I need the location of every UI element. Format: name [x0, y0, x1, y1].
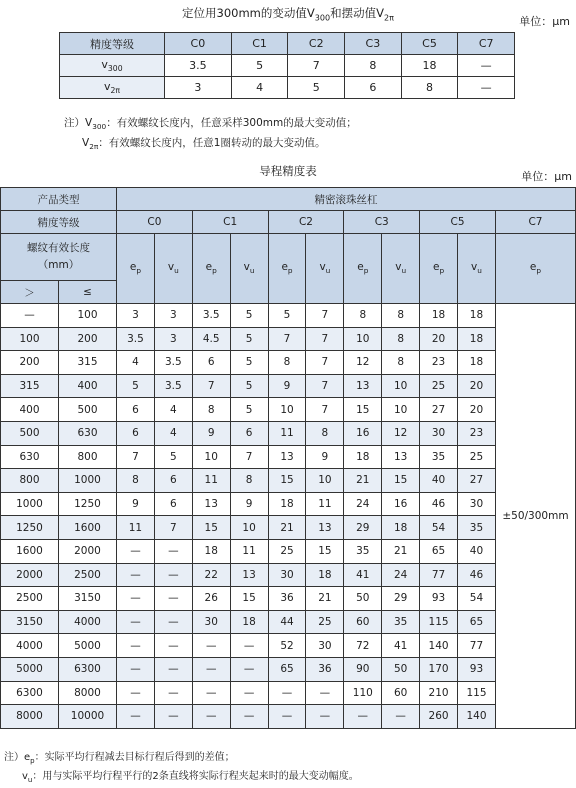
length-cell: 500	[1, 421, 59, 445]
value-cell: 13	[230, 563, 268, 587]
value-cell: 54	[420, 516, 458, 540]
value-cell: 65	[420, 539, 458, 563]
value-cell: 13	[268, 445, 306, 469]
grade-c0: C0	[165, 33, 232, 55]
value-cell: 10	[230, 516, 268, 540]
length-cell: 8000	[1, 705, 59, 729]
length-cell: 8000	[59, 681, 117, 705]
ep-header: $e_p$	[495, 234, 575, 304]
value-cell: 9	[268, 374, 306, 398]
vu-header: $v_u$	[382, 234, 420, 304]
value-cell: 5	[230, 304, 268, 328]
value-cell: 7	[192, 374, 230, 398]
value-cell: —	[117, 563, 155, 587]
value-cell: 5	[230, 351, 268, 375]
length-cell: 630	[1, 445, 59, 469]
table-row	[1, 374, 576, 398]
value-cell: 10	[192, 445, 230, 469]
length-cell: 2000	[59, 539, 117, 563]
unit-label-1: 单位：μm	[519, 15, 570, 28]
value-cell: 16	[382, 492, 420, 516]
cell: 3	[165, 77, 232, 99]
gt-header: ＞	[1, 281, 59, 304]
ep-header: $e_p$	[344, 234, 382, 304]
table-row	[1, 327, 576, 351]
value-cell: 22	[192, 563, 230, 587]
value-cell: 18	[344, 445, 382, 469]
length-cell: 400	[59, 374, 117, 398]
vu-header: $v_u$	[458, 234, 496, 304]
value-cell: 50	[344, 587, 382, 611]
c7-value-cell: ±50/300mm	[495, 304, 575, 729]
value-cell: 25	[458, 445, 496, 469]
value-cell: 35	[344, 539, 382, 563]
value-cell: 4.5	[192, 327, 230, 351]
value-cell: 18	[382, 516, 420, 540]
value-cell: 25	[268, 539, 306, 563]
value-cell: 77	[420, 563, 458, 587]
value-cell: 11	[268, 421, 306, 445]
length-cell: 1000	[59, 469, 117, 493]
value-cell: 7	[306, 304, 344, 328]
value-cell: —	[344, 705, 382, 729]
cell: 3.5	[165, 55, 232, 77]
table-row	[1, 398, 576, 422]
vu-header: $v_u$	[154, 234, 192, 304]
value-cell: 8	[382, 304, 420, 328]
value-cell: —	[268, 681, 306, 705]
value-cell: —	[230, 705, 268, 729]
value-cell: 72	[344, 634, 382, 658]
value-cell: —	[192, 705, 230, 729]
value-cell: 60	[382, 681, 420, 705]
row-label-v2pi: $v_{2\pi}$	[60, 77, 165, 99]
value-cell: 5	[117, 374, 155, 398]
table-row	[1, 681, 576, 705]
value-cell: 46	[420, 492, 458, 516]
value-cell: 10	[268, 398, 306, 422]
length-cell: —	[1, 304, 59, 328]
ep-header: $e_p$	[268, 234, 306, 304]
value-cell: —	[117, 634, 155, 658]
value-cell: —	[230, 681, 268, 705]
value-cell: 77	[458, 634, 496, 658]
value-cell: 65	[458, 610, 496, 634]
value-cell: 4	[154, 398, 192, 422]
value-cell: 260	[420, 705, 458, 729]
value-cell: 9	[306, 445, 344, 469]
grade-c0: C0	[117, 211, 193, 234]
value-cell: 21	[268, 516, 306, 540]
vu-header: $v_u$	[306, 234, 344, 304]
value-cell: —	[154, 681, 192, 705]
grade-c1: C1	[231, 33, 288, 55]
value-cell: 90	[344, 657, 382, 681]
value-cell: 7	[306, 327, 344, 351]
value-cell: 30	[420, 421, 458, 445]
value-cell: 29	[382, 587, 420, 611]
value-cell: 36	[268, 587, 306, 611]
value-cell: —	[117, 705, 155, 729]
table-row	[1, 539, 576, 563]
value-cell: 8	[344, 304, 382, 328]
value-cell: 7	[268, 327, 306, 351]
value-cell: 8	[268, 351, 306, 375]
length-cell: 800	[1, 469, 59, 493]
length-cell: 630	[59, 421, 117, 445]
value-cell: 4	[154, 421, 192, 445]
value-cell: —	[306, 681, 344, 705]
value-cell: 3	[154, 327, 192, 351]
length-cell: 4000	[1, 634, 59, 658]
ep-header: $e_p$	[420, 234, 458, 304]
length-cell: 3150	[59, 587, 117, 611]
value-cell: 5	[230, 398, 268, 422]
vu-header: $v_u$	[230, 234, 268, 304]
value-cell: 24	[344, 492, 382, 516]
value-cell: —	[230, 657, 268, 681]
grade-c3: C3	[345, 33, 402, 55]
row-label-v300: $v_{300}$	[60, 55, 165, 77]
length-cell: 200	[1, 351, 59, 375]
value-cell: 15	[192, 516, 230, 540]
value-cell: 18	[306, 563, 344, 587]
table-row	[1, 705, 576, 729]
value-cell: 3.5	[117, 327, 155, 351]
value-cell: 13	[192, 492, 230, 516]
lead-accuracy-title: 导程精度表	[259, 164, 317, 178]
length-cell: 1600	[59, 516, 117, 540]
value-cell: 7	[306, 351, 344, 375]
length-cell: 315	[1, 374, 59, 398]
length-cell: 1600	[1, 539, 59, 563]
value-cell: 15	[306, 539, 344, 563]
length-cell: 100	[59, 304, 117, 328]
value-cell: 7	[306, 398, 344, 422]
grade-header: 精度等级	[1, 211, 117, 234]
cell: 7	[288, 55, 345, 77]
value-cell: —	[306, 705, 344, 729]
value-cell: —	[154, 587, 192, 611]
value-cell: 60	[344, 610, 382, 634]
value-cell: 8	[117, 469, 155, 493]
value-cell: 8	[306, 421, 344, 445]
value-cell: 93	[420, 587, 458, 611]
length-cell: 800	[59, 445, 117, 469]
le-header: ≤	[59, 281, 117, 304]
value-cell: 6	[154, 492, 192, 516]
value-cell: —	[154, 563, 192, 587]
cell: 6	[345, 77, 402, 99]
value-cell: 13	[344, 374, 382, 398]
value-cell: 36	[306, 657, 344, 681]
length-cell: 2500	[1, 587, 59, 611]
value-cell: 30	[268, 563, 306, 587]
value-cell: 44	[268, 610, 306, 634]
table-row	[1, 492, 576, 516]
product-type-header: 产品类型	[1, 188, 117, 211]
value-cell: —	[382, 705, 420, 729]
value-cell: —	[192, 681, 230, 705]
value-cell: 54	[458, 587, 496, 611]
ep-header: $e_p$	[192, 234, 230, 304]
value-cell: 13	[306, 516, 344, 540]
length-cell: 400	[1, 398, 59, 422]
value-cell: 18	[268, 492, 306, 516]
cell: —	[458, 77, 515, 99]
value-cell: 18	[420, 304, 458, 328]
value-cell: 5	[230, 374, 268, 398]
value-cell: 21	[344, 469, 382, 493]
value-cell: 20	[420, 327, 458, 351]
value-cell: 8	[192, 398, 230, 422]
length-cell: 2500	[59, 563, 117, 587]
cell: 8	[401, 77, 458, 99]
value-cell: 20	[458, 374, 496, 398]
table-row	[1, 610, 576, 634]
note-1-line-2: $V_{2\pi}$：有效螺纹长度内，任意1圈转动的最大变动值。	[82, 137, 326, 152]
value-cell: 18	[458, 327, 496, 351]
value-cell: 8	[382, 327, 420, 351]
grade-c7: C7	[495, 211, 575, 234]
value-cell: 41	[382, 634, 420, 658]
value-cell: 7	[230, 445, 268, 469]
value-cell: —	[117, 657, 155, 681]
value-cell: 35	[382, 610, 420, 634]
value-cell: 170	[420, 657, 458, 681]
length-header: 螺纹有效长度 （mm）	[1, 234, 117, 281]
value-cell: 27	[420, 398, 458, 422]
value-cell: —	[117, 587, 155, 611]
value-cell: 3.5	[154, 374, 192, 398]
value-cell: 12	[382, 421, 420, 445]
note-1	[64, 115, 357, 155]
length-cell: 2000	[1, 563, 59, 587]
value-cell: 115	[458, 681, 496, 705]
length-cell: 6300	[59, 657, 117, 681]
ep-header: $e_p$	[117, 234, 155, 304]
value-cell: 24	[382, 563, 420, 587]
value-cell: —	[154, 705, 192, 729]
value-cell: 8	[230, 469, 268, 493]
cell: 18	[401, 55, 458, 77]
value-cell: 3	[154, 304, 192, 328]
grade-header: 精度等级	[60, 33, 165, 55]
value-cell: —	[154, 610, 192, 634]
grade-c5: C5	[420, 211, 496, 234]
length-cell: 100	[1, 327, 59, 351]
length-cell: 500	[59, 398, 117, 422]
table-row	[1, 469, 576, 493]
value-cell: 115	[420, 610, 458, 634]
grade-c3: C3	[344, 211, 420, 234]
value-cell: 16	[344, 421, 382, 445]
product-name: 精密滚珠丝杠	[117, 188, 576, 211]
table-row	[1, 587, 576, 611]
note-2-line-2: $v_u$：用与实际平均行程平行的2条直线将实际行程夹起来时的最大变动幅度。	[22, 771, 359, 784]
cell: —	[458, 55, 515, 77]
cell: 8	[345, 55, 402, 77]
table-row	[1, 563, 576, 587]
cell: 4	[231, 77, 288, 99]
value-cell: 3.5	[192, 304, 230, 328]
grade-c2: C2	[288, 33, 345, 55]
table-row	[1, 634, 576, 658]
value-cell: 10	[382, 398, 420, 422]
length-cell: 10000	[59, 705, 117, 729]
value-cell: 5	[154, 445, 192, 469]
value-cell: 21	[382, 539, 420, 563]
note-2	[4, 750, 359, 788]
value-cell: 6	[117, 421, 155, 445]
value-cell: 6	[192, 351, 230, 375]
grade-c2: C2	[268, 211, 344, 234]
value-cell: 18	[458, 351, 496, 375]
value-cell: 6	[117, 398, 155, 422]
value-cell: 8	[382, 351, 420, 375]
value-cell: 46	[458, 563, 496, 587]
value-cell: 10	[306, 469, 344, 493]
value-cell: 41	[344, 563, 382, 587]
value-cell: 3.5	[154, 351, 192, 375]
value-cell: 11	[230, 539, 268, 563]
length-cell: 3150	[1, 610, 59, 634]
value-cell: 25	[306, 610, 344, 634]
value-cell: 5	[230, 327, 268, 351]
value-cell: —	[117, 681, 155, 705]
cell: 5	[231, 55, 288, 77]
length-cell: 1250	[1, 516, 59, 540]
value-cell: 25	[420, 374, 458, 398]
length-cell: 5000	[1, 657, 59, 681]
value-cell: —	[117, 610, 155, 634]
table-row	[1, 304, 576, 328]
value-cell: —	[192, 634, 230, 658]
unit-label-2: 单位：μm	[521, 170, 572, 183]
table-row	[1, 445, 576, 469]
value-cell: 9	[117, 492, 155, 516]
length-cell: 6300	[1, 681, 59, 705]
note-1-line-1: 注）$V_{300}$：有效螺纹长度内，任意采样300mm的最大变动值；	[64, 117, 357, 132]
table-row	[1, 657, 576, 681]
value-cell: 7	[306, 374, 344, 398]
lead-accuracy-table	[0, 187, 576, 729]
value-cell: 23	[420, 351, 458, 375]
value-cell: 20	[458, 398, 496, 422]
value-cell: 35	[458, 516, 496, 540]
value-cell: —	[192, 657, 230, 681]
positioning-title: 定位用300mm的变动值$V_{300}$和摆动值$V_{2\pi}$	[182, 6, 394, 23]
value-cell: 9	[230, 492, 268, 516]
value-cell: 52	[268, 634, 306, 658]
value-cell: 11	[192, 469, 230, 493]
table-row	[1, 351, 576, 375]
value-cell: 15	[230, 587, 268, 611]
value-cell: —	[117, 539, 155, 563]
value-cell: 140	[420, 634, 458, 658]
value-cell: 18	[458, 304, 496, 328]
value-cell: 93	[458, 657, 496, 681]
value-cell: 12	[344, 351, 382, 375]
value-cell: —	[230, 634, 268, 658]
value-cell: 4	[117, 351, 155, 375]
value-cell: 10	[382, 374, 420, 398]
value-cell: 40	[458, 539, 496, 563]
value-cell: 11	[306, 492, 344, 516]
value-cell: 26	[192, 587, 230, 611]
value-cell: 10	[344, 327, 382, 351]
length-cell: 1250	[59, 492, 117, 516]
value-cell: 140	[458, 705, 496, 729]
value-cell: 15	[344, 398, 382, 422]
value-cell: 15	[268, 469, 306, 493]
value-cell: 15	[382, 469, 420, 493]
length-cell: 5000	[59, 634, 117, 658]
value-cell: 35	[420, 445, 458, 469]
value-cell: 18	[230, 610, 268, 634]
value-cell: 30	[458, 492, 496, 516]
cell: 5	[288, 77, 345, 99]
length-cell: 315	[59, 351, 117, 375]
value-cell: 13	[382, 445, 420, 469]
value-cell: 27	[458, 469, 496, 493]
length-cell: 200	[59, 327, 117, 351]
value-cell: —	[268, 705, 306, 729]
note-2-line-1: 注）$e_p$：实际平均行程减去目标行程后得到的差值；	[4, 752, 235, 765]
value-cell: 6	[230, 421, 268, 445]
value-cell: 6	[154, 469, 192, 493]
value-cell: 30	[192, 610, 230, 634]
value-cell: 9	[192, 421, 230, 445]
value-cell: 210	[420, 681, 458, 705]
value-cell: 40	[420, 469, 458, 493]
grade-c1: C1	[192, 211, 268, 234]
value-cell: 65	[268, 657, 306, 681]
value-cell: —	[154, 657, 192, 681]
value-cell: 7	[117, 445, 155, 469]
length-cell: 1000	[1, 492, 59, 516]
table-row	[1, 516, 576, 540]
value-cell: 30	[306, 634, 344, 658]
table-row	[1, 421, 576, 445]
value-cell: 50	[382, 657, 420, 681]
value-cell: 5	[268, 304, 306, 328]
variation-table	[59, 32, 515, 99]
grade-c7: C7	[458, 33, 515, 55]
grade-c5: C5	[401, 33, 458, 55]
value-cell: 18	[192, 539, 230, 563]
value-cell: 23	[458, 421, 496, 445]
value-cell: 110	[344, 681, 382, 705]
value-cell: —	[154, 539, 192, 563]
value-cell: 11	[117, 516, 155, 540]
value-cell: 21	[306, 587, 344, 611]
length-cell: 4000	[59, 610, 117, 634]
value-cell: 7	[154, 516, 192, 540]
value-cell: 29	[344, 516, 382, 540]
value-cell: —	[154, 634, 192, 658]
value-cell: 3	[117, 304, 155, 328]
